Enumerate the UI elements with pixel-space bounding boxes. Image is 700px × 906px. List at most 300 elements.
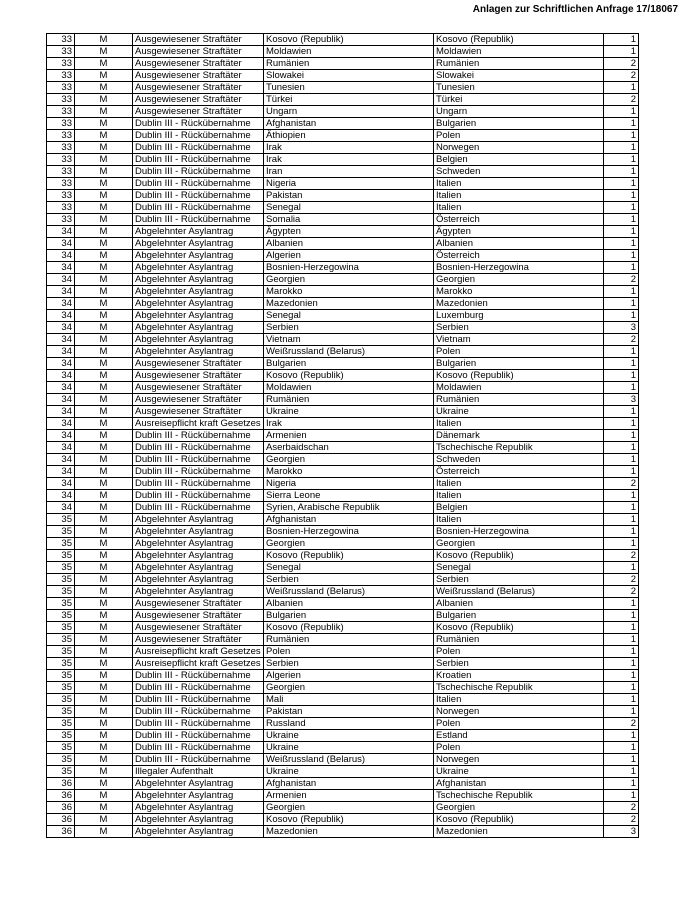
destination-cell: Serbien — [434, 574, 604, 586]
table-row — [47, 106, 639, 118]
table-row — [47, 466, 639, 478]
table-row — [47, 118, 639, 130]
reason-cell: Abgelehnter Asylantrag — [133, 562, 264, 574]
count-cell: 1 — [604, 226, 639, 238]
count-cell: 1 — [604, 154, 639, 166]
count-cell: 1 — [604, 562, 639, 574]
nationality-cell: Irak — [264, 418, 434, 430]
sex-cell: M — [75, 358, 133, 370]
reason-cell: Ausgewiesener Straftäter — [133, 598, 264, 610]
reason-cell: Dublin III - Rückübernahme — [133, 214, 264, 226]
destination-cell: Norwegen — [434, 142, 604, 154]
table-row — [47, 718, 639, 730]
nationality-cell: Aserbaidschan — [264, 442, 434, 454]
table-row — [47, 634, 639, 646]
destination-cell: Georgien — [434, 802, 604, 814]
count-cell: 2 — [604, 550, 639, 562]
destination-cell: Tschechische Republik — [434, 790, 604, 802]
nationality-cell: Tunesien — [264, 82, 434, 94]
count-cell: 1 — [604, 286, 639, 298]
destination-cell: Moldawien — [434, 46, 604, 58]
reason-cell: Ausgewiesener Straftäter — [133, 370, 264, 382]
nationality-cell: Algerien — [264, 670, 434, 682]
count-cell: 1 — [604, 262, 639, 274]
destination-cell: Kosovo (Republik) — [434, 622, 604, 634]
reason-cell: Abgelehnter Asylantrag — [133, 310, 264, 322]
age-cell: 35 — [47, 682, 75, 694]
reason-cell: Dublin III - Rückübernahme — [133, 670, 264, 682]
destination-cell: Vietnam — [434, 334, 604, 346]
table-row — [47, 358, 639, 370]
nationality-cell: Georgien — [264, 538, 434, 550]
count-cell: 2 — [604, 70, 639, 82]
sex-cell: M — [75, 70, 133, 82]
destination-cell: Ägypten — [434, 226, 604, 238]
destination-cell: Estland — [434, 730, 604, 742]
destination-cell: Italien — [434, 490, 604, 502]
destination-cell: Dänemark — [434, 430, 604, 442]
table-row — [47, 658, 639, 670]
sex-cell: M — [75, 790, 133, 802]
destination-cell: Italien — [434, 694, 604, 706]
count-cell: 1 — [604, 526, 639, 538]
age-cell: 34 — [47, 370, 75, 382]
reason-cell: Abgelehnter Asylantrag — [133, 538, 264, 550]
count-cell: 1 — [604, 202, 639, 214]
nationality-cell: Georgien — [264, 682, 434, 694]
nationality-cell: Mazedonien — [264, 298, 434, 310]
reason-cell: Abgelehnter Asylantrag — [133, 526, 264, 538]
age-cell: 34 — [47, 406, 75, 418]
age-cell: 35 — [47, 514, 75, 526]
age-cell: 33 — [47, 190, 75, 202]
count-cell: 2 — [604, 478, 639, 490]
nationality-cell: Marokko — [264, 286, 434, 298]
reason-cell: Ausreisepflicht kraft Gesetzes — [133, 658, 264, 670]
destination-cell: Georgien — [434, 274, 604, 286]
age-cell: 35 — [47, 730, 75, 742]
age-cell: 35 — [47, 610, 75, 622]
page-header-title: Anlagen zur Schriftlichen Anfrage 17/18067 — [472, 4, 678, 15]
age-cell: 35 — [47, 526, 75, 538]
table-row — [47, 766, 639, 778]
nationality-cell: Afghanistan — [264, 514, 434, 526]
count-cell: 1 — [604, 730, 639, 742]
age-cell: 34 — [47, 430, 75, 442]
count-cell: 1 — [604, 634, 639, 646]
age-cell: 35 — [47, 538, 75, 550]
nationality-cell: Senegal — [264, 202, 434, 214]
sex-cell: M — [75, 226, 133, 238]
sex-cell: M — [75, 154, 133, 166]
destination-cell: Kosovo (Republik) — [434, 814, 604, 826]
destination-cell: Polen — [434, 718, 604, 730]
table-row — [47, 418, 639, 430]
sex-cell: M — [75, 730, 133, 742]
reason-cell: Abgelehnter Asylantrag — [133, 550, 264, 562]
sex-cell: M — [75, 322, 133, 334]
reason-cell: Abgelehnter Asylantrag — [133, 334, 264, 346]
nationality-cell: Afghanistan — [264, 118, 434, 130]
count-cell: 1 — [604, 514, 639, 526]
destination-cell: Kroatien — [434, 670, 604, 682]
count-cell: 1 — [604, 766, 639, 778]
count-cell: 1 — [604, 178, 639, 190]
destination-cell: Italien — [434, 514, 604, 526]
count-cell: 1 — [604, 118, 639, 130]
age-cell: 33 — [47, 58, 75, 70]
nationality-cell: Ukraine — [264, 406, 434, 418]
destination-cell: Ukraine — [434, 406, 604, 418]
destination-cell: Schweden — [434, 166, 604, 178]
table-row — [47, 514, 639, 526]
reason-cell: Abgelehnter Asylantrag — [133, 778, 264, 790]
age-cell: 34 — [47, 322, 75, 334]
table-row — [47, 430, 639, 442]
reason-cell: Ausgewiesener Straftäter — [133, 70, 264, 82]
destination-cell: Georgien — [434, 538, 604, 550]
count-cell: 2 — [604, 718, 639, 730]
sex-cell: M — [75, 46, 133, 58]
nationality-cell: Kosovo (Republik) — [264, 34, 434, 46]
reason-cell: Dublin III - Rückübernahme — [133, 142, 264, 154]
nationality-cell: Iran — [264, 166, 434, 178]
age-cell: 35 — [47, 694, 75, 706]
table-row — [47, 58, 639, 70]
count-cell: 1 — [604, 658, 639, 670]
reason-cell: Ausgewiesener Straftäter — [133, 358, 264, 370]
table-row — [47, 682, 639, 694]
age-cell: 33 — [47, 154, 75, 166]
table-row — [47, 454, 639, 466]
reason-cell: Dublin III - Rückübernahme — [133, 178, 264, 190]
destination-cell: Schweden — [434, 454, 604, 466]
count-cell: 1 — [604, 190, 639, 202]
age-cell: 34 — [47, 382, 75, 394]
count-cell: 2 — [604, 274, 639, 286]
destination-cell: Österreich — [434, 250, 604, 262]
sex-cell: M — [75, 814, 133, 826]
nationality-cell: Kosovo (Republik) — [264, 814, 434, 826]
nationality-cell: Rumänien — [264, 58, 434, 70]
age-cell: 36 — [47, 826, 75, 838]
sex-cell: M — [75, 466, 133, 478]
age-cell: 35 — [47, 598, 75, 610]
table-row — [47, 730, 639, 742]
sex-cell: M — [75, 526, 133, 538]
nationality-cell: Georgien — [264, 802, 434, 814]
sex-cell: M — [75, 178, 133, 190]
nationality-cell: Rumänien — [264, 394, 434, 406]
destination-cell: Mazedonien — [434, 298, 604, 310]
destination-cell: Norwegen — [434, 706, 604, 718]
reason-cell: Illegaler Aufenthalt — [133, 766, 264, 778]
table-body — [47, 34, 639, 838]
sex-cell: M — [75, 802, 133, 814]
count-cell: 3 — [604, 826, 639, 838]
count-cell: 1 — [604, 646, 639, 658]
data-table — [46, 33, 639, 838]
destination-cell: Tunesien — [434, 82, 604, 94]
destination-cell: Italien — [434, 478, 604, 490]
sex-cell: M — [75, 562, 133, 574]
reason-cell: Ausgewiesener Straftäter — [133, 94, 264, 106]
age-cell: 33 — [47, 94, 75, 106]
destination-cell: Österreich — [434, 214, 604, 226]
reason-cell: Abgelehnter Asylantrag — [133, 574, 264, 586]
reason-cell: Dublin III - Rückübernahme — [133, 502, 264, 514]
nationality-cell: Ukraine — [264, 730, 434, 742]
age-cell: 35 — [47, 718, 75, 730]
reason-cell: Abgelehnter Asylantrag — [133, 814, 264, 826]
sex-cell: M — [75, 742, 133, 754]
count-cell: 1 — [604, 250, 639, 262]
age-cell: 36 — [47, 802, 75, 814]
count-cell: 1 — [604, 310, 639, 322]
destination-cell: Bosnien-Herzegowina — [434, 526, 604, 538]
count-cell: 1 — [604, 778, 639, 790]
sex-cell: M — [75, 106, 133, 118]
sex-cell: M — [75, 262, 133, 274]
sex-cell: M — [75, 574, 133, 586]
sex-cell: M — [75, 190, 133, 202]
table-row — [47, 394, 639, 406]
count-cell: 2 — [604, 802, 639, 814]
sex-cell: M — [75, 94, 133, 106]
sex-cell: M — [75, 670, 133, 682]
count-cell: 1 — [604, 238, 639, 250]
reason-cell: Dublin III - Rückübernahme — [133, 742, 264, 754]
age-cell: 35 — [47, 622, 75, 634]
destination-cell: Senegal — [434, 562, 604, 574]
reason-cell: Abgelehnter Asylantrag — [133, 826, 264, 838]
table-row — [47, 178, 639, 190]
age-cell: 36 — [47, 778, 75, 790]
age-cell: 34 — [47, 298, 75, 310]
reason-cell: Ausgewiesener Straftäter — [133, 58, 264, 70]
sex-cell: M — [75, 478, 133, 490]
nationality-cell: Nigeria — [264, 178, 434, 190]
table-row — [47, 82, 639, 94]
destination-cell: Rumänien — [434, 394, 604, 406]
count-cell: 1 — [604, 406, 639, 418]
reason-cell: Dublin III - Rückübernahme — [133, 718, 264, 730]
reason-cell: Ausgewiesener Straftäter — [133, 106, 264, 118]
nationality-cell: Irak — [264, 154, 434, 166]
sex-cell: M — [75, 382, 133, 394]
table-row — [47, 706, 639, 718]
table-row — [47, 382, 639, 394]
reason-cell: Dublin III - Rückübernahme — [133, 466, 264, 478]
sex-cell: M — [75, 334, 133, 346]
count-cell: 1 — [604, 106, 639, 118]
sex-cell: M — [75, 82, 133, 94]
table-row — [47, 610, 639, 622]
sex-cell: M — [75, 442, 133, 454]
count-cell: 1 — [604, 670, 639, 682]
table-row — [47, 622, 639, 634]
nationality-cell: Weißrussland (Belarus) — [264, 346, 434, 358]
nationality-cell: Bulgarien — [264, 358, 434, 370]
age-cell: 35 — [47, 658, 75, 670]
nationality-cell: Senegal — [264, 310, 434, 322]
sex-cell: M — [75, 694, 133, 706]
sex-cell: M — [75, 142, 133, 154]
nationality-cell: Georgien — [264, 454, 434, 466]
table-row — [47, 778, 639, 790]
table-row — [47, 142, 639, 154]
age-cell: 35 — [47, 586, 75, 598]
table-row — [47, 298, 639, 310]
nationality-cell: Sierra Leone — [264, 490, 434, 502]
nationality-cell: Afghanistan — [264, 778, 434, 790]
table-row — [47, 310, 639, 322]
nationality-cell: Weißrussland (Belarus) — [264, 754, 434, 766]
nationality-cell: Vietnam — [264, 334, 434, 346]
count-cell: 1 — [604, 538, 639, 550]
age-cell: 34 — [47, 442, 75, 454]
sex-cell: M — [75, 202, 133, 214]
nationality-cell: Moldawien — [264, 382, 434, 394]
sex-cell: M — [75, 310, 133, 322]
age-cell: 34 — [47, 310, 75, 322]
table-row — [47, 562, 639, 574]
table-row — [47, 550, 639, 562]
age-cell: 33 — [47, 118, 75, 130]
count-cell: 1 — [604, 490, 639, 502]
sex-cell: M — [75, 274, 133, 286]
sex-cell: M — [75, 418, 133, 430]
table-row — [47, 694, 639, 706]
nationality-cell: Armenien — [264, 790, 434, 802]
age-cell: 35 — [47, 574, 75, 586]
sex-cell: M — [75, 658, 133, 670]
age-cell: 33 — [47, 34, 75, 46]
destination-cell: Norwegen — [434, 754, 604, 766]
count-cell: 1 — [604, 382, 639, 394]
reason-cell: Abgelehnter Asylantrag — [133, 514, 264, 526]
table-row — [47, 94, 639, 106]
reason-cell: Ausgewiesener Straftäter — [133, 610, 264, 622]
reason-cell: Dublin III - Rückübernahme — [133, 694, 264, 706]
table-row — [47, 370, 639, 382]
table-row — [47, 262, 639, 274]
reason-cell: Dublin III - Rückübernahme — [133, 166, 264, 178]
count-cell: 2 — [604, 94, 639, 106]
nationality-cell: Slowakei — [264, 70, 434, 82]
nationality-cell: Somalia — [264, 214, 434, 226]
age-cell: 35 — [47, 670, 75, 682]
sex-cell: M — [75, 430, 133, 442]
table-row — [47, 790, 639, 802]
table-row — [47, 46, 639, 58]
table-row — [47, 586, 639, 598]
count-cell: 1 — [604, 34, 639, 46]
nationality-cell: Bosnien-Herzegowina — [264, 526, 434, 538]
age-cell: 35 — [47, 550, 75, 562]
nationality-cell: Moldawien — [264, 46, 434, 58]
reason-cell: Abgelehnter Asylantrag — [133, 262, 264, 274]
sex-cell: M — [75, 622, 133, 634]
age-cell: 34 — [47, 358, 75, 370]
age-cell: 34 — [47, 262, 75, 274]
nationality-cell: Kosovo (Republik) — [264, 370, 434, 382]
count-cell: 3 — [604, 394, 639, 406]
count-cell: 1 — [604, 622, 639, 634]
table-row — [47, 226, 639, 238]
table-row — [47, 814, 639, 826]
destination-cell: Italien — [434, 178, 604, 190]
nationality-cell: Algerien — [264, 250, 434, 262]
table-row — [47, 238, 639, 250]
count-cell: 1 — [604, 298, 639, 310]
count-cell: 1 — [604, 346, 639, 358]
age-cell: 33 — [47, 142, 75, 154]
destination-cell: Belgien — [434, 154, 604, 166]
table-row — [47, 190, 639, 202]
reason-cell: Abgelehnter Asylantrag — [133, 802, 264, 814]
destination-cell: Bulgarien — [434, 358, 604, 370]
age-cell: 34 — [47, 418, 75, 430]
sex-cell: M — [75, 718, 133, 730]
destination-cell: Rumänien — [434, 58, 604, 70]
nationality-cell: Weißrussland (Belarus) — [264, 586, 434, 598]
nationality-cell: Ägypten — [264, 226, 434, 238]
reason-cell: Ausgewiesener Straftäter — [133, 394, 264, 406]
table-row — [47, 442, 639, 454]
age-cell: 34 — [47, 346, 75, 358]
destination-cell: Österreich — [434, 466, 604, 478]
count-cell: 1 — [604, 418, 639, 430]
age-cell: 34 — [47, 274, 75, 286]
sex-cell: M — [75, 394, 133, 406]
destination-cell: Kosovo (Republik) — [434, 550, 604, 562]
age-cell: 33 — [47, 178, 75, 190]
age-cell: 34 — [47, 454, 75, 466]
reason-cell: Ausgewiesener Straftäter — [133, 622, 264, 634]
count-cell: 1 — [604, 502, 639, 514]
nationality-cell: Türkei — [264, 94, 434, 106]
age-cell: 34 — [47, 502, 75, 514]
destination-cell: Polen — [434, 346, 604, 358]
age-cell: 33 — [47, 130, 75, 142]
age-cell: 34 — [47, 238, 75, 250]
table-row — [47, 70, 639, 82]
count-cell: 1 — [604, 454, 639, 466]
age-cell: 33 — [47, 70, 75, 82]
count-cell: 1 — [604, 466, 639, 478]
sex-cell: M — [75, 538, 133, 550]
table-row — [47, 538, 639, 550]
table-row — [47, 574, 639, 586]
nationality-cell: Serbien — [264, 574, 434, 586]
count-cell: 1 — [604, 790, 639, 802]
nationality-cell: Albanien — [264, 598, 434, 610]
destination-cell: Polen — [434, 130, 604, 142]
reason-cell: Dublin III - Rückübernahme — [133, 454, 264, 466]
age-cell: 34 — [47, 478, 75, 490]
destination-cell: Albanien — [434, 598, 604, 610]
nationality-cell: Syrien, Arabische Republik — [264, 502, 434, 514]
age-cell: 35 — [47, 634, 75, 646]
reason-cell: Abgelehnter Asylantrag — [133, 790, 264, 802]
age-cell: 35 — [47, 706, 75, 718]
sex-cell: M — [75, 286, 133, 298]
count-cell: 1 — [604, 742, 639, 754]
count-cell: 1 — [604, 82, 639, 94]
nationality-cell: Ukraine — [264, 766, 434, 778]
sex-cell: M — [75, 370, 133, 382]
